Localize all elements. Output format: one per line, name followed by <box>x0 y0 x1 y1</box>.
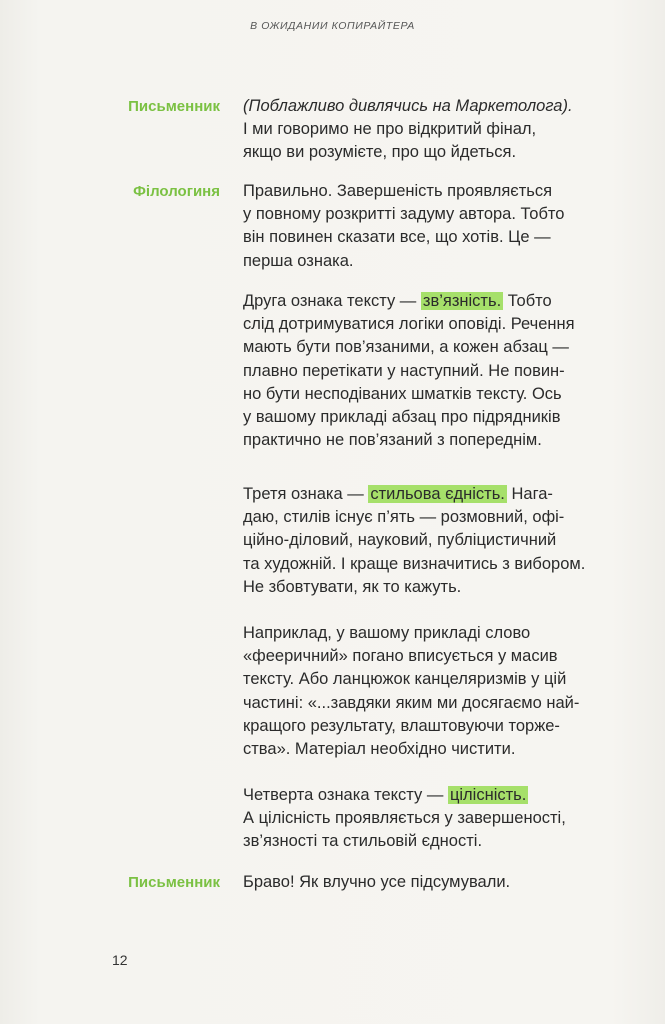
paragraph-text <box>243 483 628 599</box>
dialogue-text <box>243 180 628 273</box>
text-line: даю, стилів існує п’ять — розмовний, офі- <box>243 508 565 527</box>
text-line: та художній. І краще визначитись з вибором. <box>243 554 586 573</box>
text-line: зв’язності та стильовій єдності. <box>243 832 483 851</box>
text-line: Не збовтувати, як то кажуть. <box>243 577 462 596</box>
speaker-label: Філологиня <box>133 183 220 200</box>
text-line: ційно-діловий, науковий, публіцистичний <box>243 531 557 550</box>
running-head: В ОЖИДАНИИ КОПИРАЙТЕРА <box>250 20 415 32</box>
text-line: перша ознака. <box>243 251 354 270</box>
paragraph-text <box>243 622 628 761</box>
text-fragment: Друга ознака тексту — <box>243 292 421 310</box>
text-line: ства». Матеріал необхідно чистити. <box>243 740 516 759</box>
text-line: якщо ви розумієте, про що йдеться. <box>243 143 517 162</box>
text-line: слід дотримуватися логіки оповіді. Речення <box>243 315 575 334</box>
highlighted-term: зв’язність. <box>422 292 502 310</box>
text-fragment: Четверта ознака тексту — <box>243 786 448 804</box>
text-line: він повинен сказати все, що хотів. Це — <box>243 228 551 247</box>
text-line: Наприклад, у вашому прикладі слово <box>243 624 531 642</box>
text-line: мають бути пов’язаними, а кожен абзац — <box>243 338 569 357</box>
text-line: практично не пов’язаний з попереднім. <box>243 431 542 450</box>
text-line: у повному розкритті задуму автора. Тобто <box>243 205 565 224</box>
text-line <box>243 290 628 313</box>
highlighted-term: цілісність. <box>449 786 527 804</box>
text-line: тексту. Або ланцюжок канцеляризмів у цій <box>243 670 567 689</box>
text-line <box>243 784 628 807</box>
text-fragment: Тобто <box>503 292 552 310</box>
speaker-label: Письменник <box>128 874 220 891</box>
text-line: частині: «...завдяки яким ми досягаємо най- <box>243 693 580 712</box>
dialogue-text <box>243 95 628 165</box>
text-line: Правильно. Завершеність проявляється <box>243 182 553 200</box>
text-line: «фееричний» погано вписується у масив <box>243 647 558 666</box>
text-line: А цілісність проявляється у завершеності, <box>243 809 566 828</box>
text-line: но бути несподіваних шматків тексту. Ось <box>243 384 562 403</box>
text-line: (Поблажливо дивлячись на Маркетолога). <box>243 97 573 115</box>
text-line: Браво! Як влучно усе підсумували. <box>243 873 511 891</box>
text-line: кращого результату, влаштовуючи торже- <box>243 716 560 735</box>
text-fragment: Нага- <box>506 485 553 503</box>
text-fragment: Третя ознака — <box>243 485 369 503</box>
paragraph-text <box>243 290 628 452</box>
highlighted-term: стильова єдність. <box>370 485 505 503</box>
text-line: у вашому прикладі абзац про підрядників <box>243 408 561 427</box>
text-line <box>243 483 628 506</box>
paragraph-text <box>243 784 628 854</box>
page-number: 12 <box>112 952 128 968</box>
text-line: І ми говоримо не про відкритий фінал, <box>243 120 537 139</box>
dialogue-text <box>243 871 628 894</box>
text-line: плавно перетікати у наступний. Не повин- <box>243 361 565 380</box>
speaker-label: Письменник <box>128 98 220 115</box>
